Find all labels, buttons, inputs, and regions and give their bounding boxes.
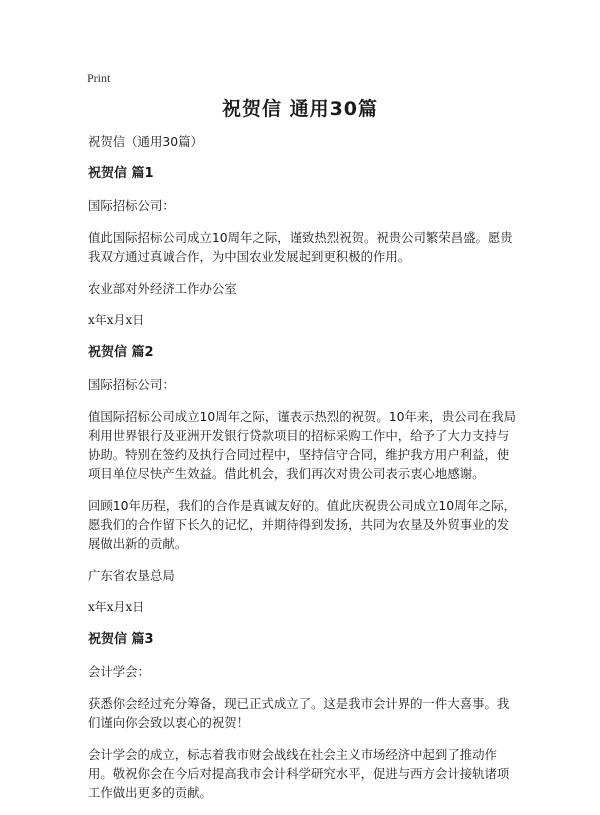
date: x年x月x日 [88,600,145,614]
sender: 广东省农垦总局 [88,568,175,583]
print-label[interactable]: Print [87,71,111,85]
body-paragraph: 会计学会的成立，标志着我市财会战线在社会主义市场经济中起到了推动作用。敬祝你会在今后对提高我市会计科学研究水平，促进与西方会计接轨诸项工作做出更多的贡献。 [88,747,510,800]
recipient: 国际招标公司： [88,377,175,392]
body-paragraph: 值此国际招标公司成立10周年之际，谨致热烈祝贺。祝贵公司繁荣昌盛。愿贵我双方通过真诚合作，为中国农业发展起到更积极的作用。 [88,230,513,264]
document-body [88,132,520,815]
body-paragraph: 回顾10年历程，我们的合作是真诚友好的。值此庆祝贵公司成立10周年之际，愿我们的合作留下长久的记忆，并期待得到发扬，共同为农垦及外贸事业的发展做出新的贡献。 [88,498,517,551]
date: x年x月x日 [88,313,145,327]
body-paragraph: 值国际招标公司成立10周年之际，谨表示热烈的祝贺。10年来，贵公司在我局利用世界银行及亚洲开发银行贷款项目的招标采购工作中，给予了大力支持与协助。特别在签约及执行合同过程中，坚持信守合同，维护我方用户利益，使项目单位尽快产生效益。借此机会，我们再次对贵公司表示衷心地感谢。 [88,409,517,481]
recipient: 会计学会： [88,664,150,679]
sender: 农业部对外经济工作办公室 [88,281,237,296]
recipient: 国际招标公司： [88,198,175,213]
document-title: 祝贺信 通用30篇 [221,98,379,120]
document-subtitle: 祝贺信（通用30篇） [88,134,203,149]
body-paragraph: 获悉你会经过充分筹备，现已正式成立了。这是我市会计界的一件大喜事。我们谨向你会致以衷心的祝贺！ [88,696,510,730]
section-heading: 祝贺信 篇2 [88,345,154,360]
section-heading: 祝贺信 篇3 [88,632,154,647]
section-heading: 祝贺信 篇1 [88,166,154,181]
